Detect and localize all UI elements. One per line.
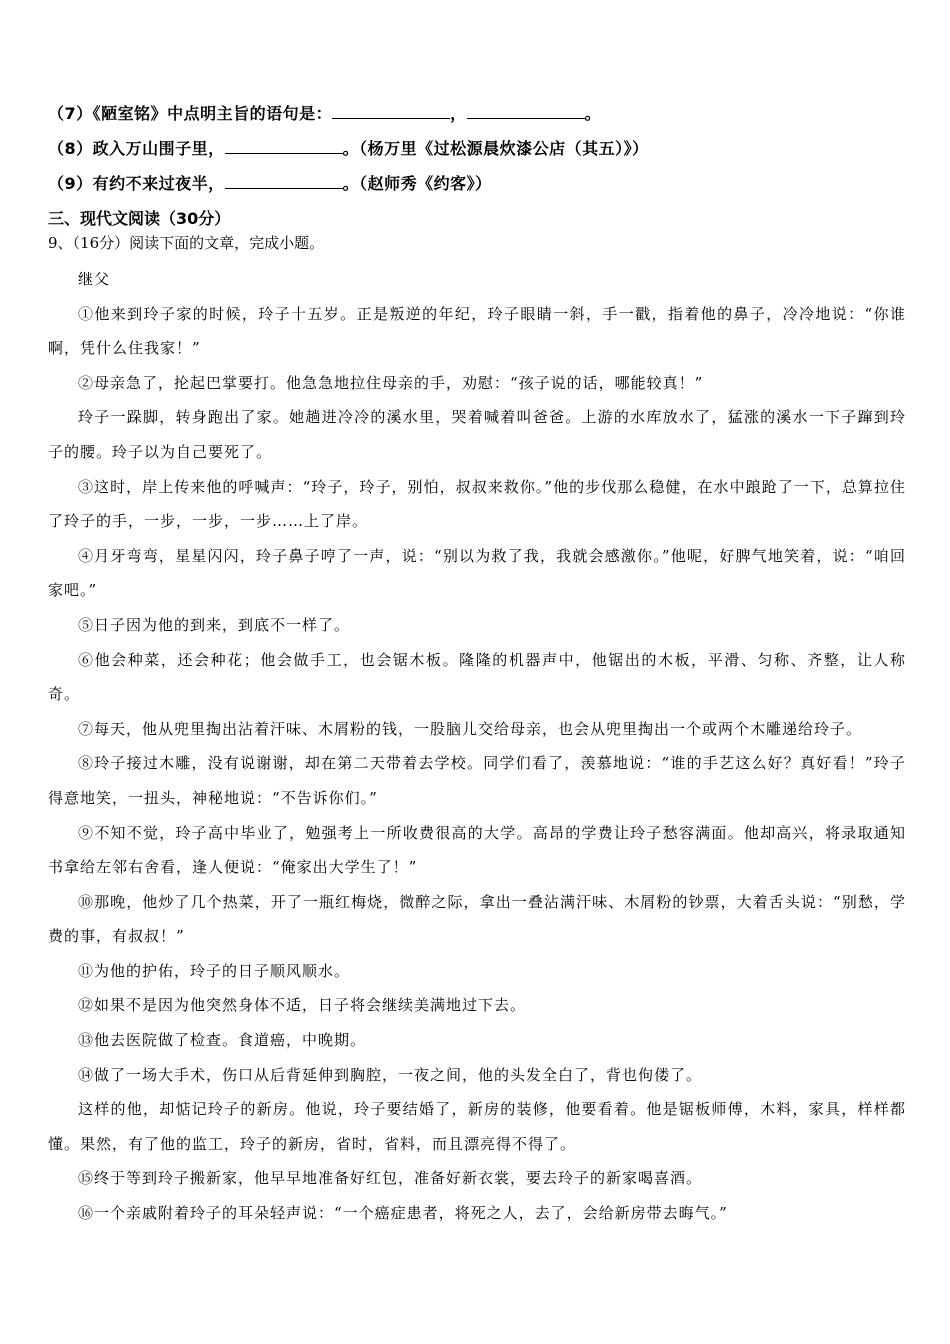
- paragraph: ⑭做了一场大手术，伤口从后背延伸到胸腔，一夜之间，他的头发全白了，背也佝偻了。: [78, 1065, 703, 1084]
- paragraph: ⑬他去医院做了检查。食道癌，中晚期。: [78, 1031, 367, 1050]
- question-7: （7）《陋室铭》中点明主旨的语句是： ， 。: [48, 104, 602, 123]
- answer-blank: [225, 174, 343, 189]
- paragraph: ①他来到玲子家的时候，玲子十五岁。正是叛逆的年纪，玲子眼睛一斜，手一戳，指着他的鼻子，冷冷地说：“你谁啊，凭什么住我家！”: [48, 304, 906, 358]
- paragraph: ⑤日子因为他的到来，到底不一样了。: [78, 615, 351, 634]
- answer-blank: [225, 139, 343, 154]
- answer-blank: [467, 104, 585, 119]
- paragraph: ⑩那晚，他炒了几个热菜，开了一瓶红梅烧，微醉之际，拿出一叠沾满汗味、木屑粉的钞票，大着舌头说：“别愁，学费的事，有叔叔！”: [48, 892, 906, 946]
- answer-blank: [332, 104, 450, 119]
- question-intro: 9、（16分）阅读下面的文章，完成小题。: [48, 234, 325, 252]
- paragraph: ⑦每天，他从兜里掏出沾着汗味、木屑粉的钱，一股脑儿交给母亲，也会从兜里掏出一个或两个木雕递给玲子。: [78, 719, 863, 738]
- paragraph: ③这时，岸上传来他的呼喊声：“玲子，玲子，别怕，叔叔来救你。”他的步伐那么稳健，在水中踉跄了一下，总算拉住了玲子的手，一步，一步，一步……上了岸。: [48, 477, 906, 531]
- paragraph: 这样的他，却惦记玲子的新房。他说，玲子要结婚了，新房的装修，他要看着。他是锯板师傅，木料，家具，样样都懂。果然，有了他的监工，玲子的新房，省时，省料，而且漂亮得不得了。: [48, 1100, 906, 1153]
- question-9: （9）有约不来过夜半， 。（赵师秀《约客》）: [48, 174, 492, 193]
- section-title: 三、现代文阅读（30分）: [48, 209, 231, 228]
- paragraph: ⑥他会种菜，还会种花；他会做手工，也会锯木板。隆隆的机器声中，他锯出的木板，平滑、匀称、齐整，让人称奇。: [48, 650, 906, 704]
- paragraph: ⑫如果不是因为他突然身体不适，日子将会继续美满地过下去。: [78, 996, 527, 1015]
- article-title: 继父: [78, 270, 111, 288]
- paragraph: ②母亲急了，抡起巴掌要打。他急急地拉住母亲的手，劝慰：“孩子说的话，哪能较真！”: [78, 373, 704, 392]
- paragraph: 玲子一跺脚，转身跑出了家。她趟进冷冷的溪水里，哭着喊着叫爸爸。上游的水库放水了，猛涨的溪水一下子蹿到玲子的腰。玲子以为自己要死了。: [48, 408, 906, 461]
- question-8: （8）政入万山围子里， 。（杨万里《过松源晨炊漆公店（其五）》）: [48, 139, 649, 158]
- article: [48, 262, 906, 1231]
- paragraph: ④月牙弯弯，星星闪闪，玲子鼻子哼了一声，说：“别以为救了我，我就会感激你。”他呢，好脾气地笑着，说：“咱回家吧。”: [48, 546, 906, 600]
- paragraph: ⑧玲子接过木雕，没有说谢谢，却在第二天带着去学校。同学们看了，羡慕地说：“谁的手艺这么好？真好看！”玲子得意地笑，一扭头，神秘地说：“不告诉你们。”: [48, 754, 906, 807]
- paragraph: ⑨不知不觉，玲子高中毕业了，勉强考上一所收费很高的大学。高昂的学费让玲子愁容满面。他却高兴，将录取通知书拿给左邻右舍看，逢人便说：“俺家出大学生了！”: [48, 823, 906, 877]
- paragraph: ⑮终于等到玲子搬新家，他早早地准备好红包，准备好新衣裳，要去玲子的新家喝喜酒。: [78, 1169, 703, 1188]
- paragraph: ⑯一个亲戚附着玲子的耳朵轻声说：“一个癌症患者，将死之人，去了，会给新房带去晦气。”: [78, 1204, 728, 1223]
- paragraph: ⑪为他的护佑，玲子的日子顺风顺水。: [78, 961, 351, 980]
